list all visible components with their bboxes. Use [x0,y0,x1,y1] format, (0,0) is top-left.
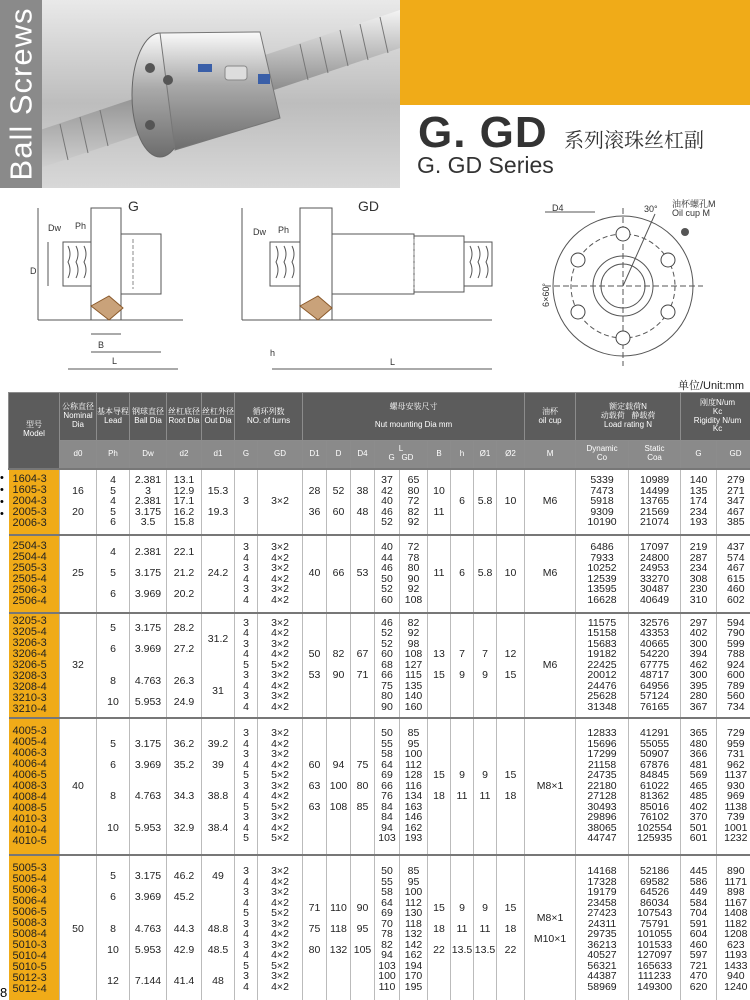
sub-D1: D1 [303,441,327,469]
cell-g: 3 4 3 4 5 3 4 5 3 4 5 [235,718,258,855]
cell-dw: 3.175 3.969 4.763 5.953 [130,718,167,855]
flange-diagram [535,194,715,374]
oil-cup-label-en: Oil cup M [672,208,711,218]
g-diagram-label: G [128,198,139,214]
spec-table [8,392,750,1000]
accent-block [400,0,750,105]
cell-D4: 67 71 [351,613,375,718]
cell-d1: 24.2 [202,535,235,613]
series-title-chinese: 系列滚珠丝杠副 [564,130,704,152]
sub-dw: Dw [130,441,167,469]
sub-d2: d2 [167,441,202,469]
sub-rig-g: G [681,441,717,469]
cell-h: 9 11 [451,718,474,855]
cell-co: 6486 7933 10252 12539 13595 16628 [576,535,629,613]
cell-d1: 39.2 39 38.8 38.4 [202,718,235,855]
cell-lgd: 82 92 98 108 127 115 135 140 160 [400,613,428,718]
sub-o1: Ø1 [474,441,497,469]
cell-o2: 10 [497,469,525,535]
unit-label: 单位/Unit:mm [678,380,744,392]
cell-B: 10 11 [428,469,451,535]
cell-rgd: 594 790 599 788 924 600 789 560 734 [717,613,750,718]
cell-h: 6 [451,535,474,613]
cell-rg: 445 586 449 584 704 591 604 460 597 721 470 620 [681,855,717,1000]
cell-g: 3 4 3 4 3 4 [235,535,258,613]
cell-o1: 7 9 [474,613,497,718]
holes-label: 6×60° [540,283,551,307]
banner [0,0,750,188]
d4-label: D4 [552,203,564,213]
sub-d1: d1 [202,441,235,469]
model-group-row [9,718,750,855]
cell-d2: 28.2 27.2 26.3 24.9 [167,613,202,718]
cell-lgd: 85 95 100 112 128 116 134 163 146 162 193 [400,718,428,855]
angle-label: 30° [644,204,658,214]
sub-h: h [451,441,474,469]
cell-D: 94 100 108 [327,718,351,855]
cell-h: 7 9 [451,613,474,718]
cell-D1: 28 36 [303,469,327,535]
cell-gd: 3×2 4×2 3×2 4×2 5×2 3×2 4×2 5×2 3×2 4×2 5×2 [258,718,303,855]
cell-rg: 140 135 174 234 193 [681,469,717,535]
cell-g: 3 [235,469,258,535]
col-out: 丝杠外径 Out Dia [202,393,235,441]
cell-co: 14168 17328 19179 23458 27423 24311 29735 36213 40527 56321 44387 58969 [576,855,629,1000]
ball-screw-illustration [0,0,400,188]
cell-d1: 31.2 31 [202,613,235,718]
cell-D: 66 [327,535,351,613]
cell-o1: 9 11 13.5 [474,855,497,1000]
cell-o2: 10 [497,535,525,613]
sub-g: G [235,441,258,469]
cell-ph: 5 6 8 10 [97,613,130,718]
h-label: h [270,348,276,358]
cell-dw: 3.175 3.969 4.763 5.953 [130,613,167,718]
cell-B: 13 15 [428,613,451,718]
cell-lgd: 65 80 72 82 92 [400,469,428,535]
cell-g: 3 4 3 4 5 3 4 3 4 5 3 4 [235,855,258,1000]
cell-B: 15 18 [428,718,451,855]
cell-d1: 49 48.8 48.5 48 [202,855,235,1000]
cell-D4: 90 95 105 [351,855,375,1000]
sub-M: M [525,441,576,469]
cell-h: 6 [451,469,474,535]
col-nominal: 公称直径 Nominal Dia [60,393,97,441]
ph-label: Ph [75,221,87,231]
cell-h: 9 11 13.5 [451,855,474,1000]
sub-D4: D4 [351,441,375,469]
series-title: G. GD [418,108,548,157]
cell-d0: 16 20 [60,469,97,535]
col-root: 丝杠底径 Root Dia [167,393,202,441]
cell-dw: 2.381 3 2.381 3.175 3.5 [130,469,167,535]
l-label-gd: L [390,357,396,367]
cell-coa: 17097 24800 24953 33270 30487 40649 [629,535,681,613]
cell-o2: 15 18 [497,718,525,855]
cell-B: 15 18 22 [428,855,451,1000]
sub-gd: GD [258,441,303,469]
cell-coa: 32576 43353 40665 54220 67775 48717 64956 57124 76165 [629,613,681,718]
cell-lg: 46 52 52 60 68 66 75 80 90 [375,613,400,718]
cell-d0: 50 [60,855,97,1000]
cell-coa: 10989 14499 13765 21569 21074 [629,469,681,535]
cell-d1: 15.3 19.3 [202,469,235,535]
cell-ph: 5 6 8 10 12 [97,855,130,1000]
cell-o2: 12 15 [497,613,525,718]
cell-rgd: 279 271 347 467 385 [717,469,750,535]
cell-D1: 60 63 63 [303,718,327,855]
cell-m: M8×1 [525,718,576,855]
cell-ph: 4 5 6 [97,535,130,613]
b-label: B [98,340,105,350]
model-group-row [9,469,750,535]
cell-m: M6 [525,469,576,535]
cell-B: 11 [428,535,451,613]
bullet-markers: • • • • [0,472,4,520]
cell-co: 11575 15158 15683 19182 22425 20012 24476 25628 31348 [576,613,629,718]
cell-D1: 50 53 [303,613,327,718]
cell-models: 2504-3 2504-4 2505-3 2505-4 2506-3 2506-4 [9,535,60,613]
cell-m: M8×1 M10×1 [525,855,576,1000]
cell-d2: 22.1 21.2 20.2 [167,535,202,613]
cell-rgd: 729 959 731 962 1137 930 969 1138 739 1001 1232 [717,718,750,855]
cell-D4: 53 [351,535,375,613]
sub-B: B [428,441,451,469]
cell-models: 1604-3 1605-3 2004-3 2005-3 2006-3 [9,469,60,535]
cell-d0: 40 [60,718,97,855]
sub-ph: Ph [97,441,130,469]
cell-D: 110 118 132 [327,855,351,1000]
section-label: Ball Screws [3,7,38,181]
gd-diagram-label: GD [358,198,379,214]
cell-models: 3205-3 3205-4 3206-3 3206-4 3206-5 3208-3 3208-4 3210-3 3210-4 [9,613,60,718]
cell-m: M6 [525,613,576,718]
d-label: D [30,266,37,276]
cell-D: 82 90 [327,613,351,718]
cell-gd: 3×2 4×2 3×2 4×2 5×2 3×2 4×2 3×2 4×2 [258,613,303,718]
cell-rg: 297 402 300 394 462 300 395 280 367 [681,613,717,718]
ball-screw-photo [0,0,400,188]
cell-d2: 46.2 45.2 44.3 42.9 41.4 [167,855,202,1000]
cell-lg: 37 42 40 46 52 [375,469,400,535]
col-load: 额定载荷N 动载荷 静载荷 Load rating N [576,393,681,441]
cell-lg: 50 55 58 64 69 70 78 82 94 103 100 110 [375,855,400,1000]
cell-d2: 13.1 12.9 17.1 16.2 15.8 [167,469,202,535]
cell-gd: 3×2 [258,469,303,535]
gd-dw-label: Dw [253,227,266,237]
cell-d2: 36.2 35.2 34.3 32.9 [167,718,202,855]
cell-D1: 71 75 80 [303,855,327,1000]
cell-D4: 38 48 [351,469,375,535]
cell-gd: 3×2 4×2 3×2 4×2 3×2 4×2 [258,535,303,613]
model-group-row [9,855,750,1000]
page-number: 8 [0,985,8,1000]
oil-cup-label-cn: 油杯螺孔M [672,199,716,209]
cell-dw: 2.381 3.175 3.969 [130,535,167,613]
l-label-g: L [112,356,118,366]
cell-coa: 41291 55055 50907 67876 84845 61022 81362 85016 76102 102554 125935 [629,718,681,855]
cell-rgd: 890 1171 898 1167 1408 1182 1208 623 1193 1433 940 1240 [717,855,750,1000]
cell-models: 4005-3 4005-4 4006-3 4006-4 4006-5 4008-3 4008-4 4008-5 4010-3 4010-4 4010-5 [9,718,60,855]
section-side-tab [0,0,42,188]
col-lead: 基本导程 Lead [97,393,130,441]
cell-d0: 32 [60,613,97,718]
sub-D: D [327,441,351,469]
cell-D1: 40 [303,535,327,613]
cell-o1: 5.8 [474,469,497,535]
cell-g: 3 4 3 4 5 3 4 3 4 [235,613,258,718]
sub-o2: Ø2 [497,441,525,469]
col-oil: 油杯 oil cup [525,393,576,441]
col-model: 型号 Model [9,393,60,469]
sub-d0: d0 [60,441,97,469]
cell-coa: 52186 69582 64526 86034 107543 75791 101055 101533 127097 165633 111233 149300 [629,855,681,1000]
cell-d0: 25 [60,535,97,613]
cell-D: 52 60 [327,469,351,535]
cell-m: M6 [525,535,576,613]
cell-lg: 40 44 46 50 52 60 [375,535,400,613]
cell-ph: 4 5 4 5 6 [97,469,130,535]
col-turns: 循环列数 NO. of turns [235,393,303,441]
cell-rgd: 437 574 467 615 460 602 [717,535,750,613]
cell-lgd: 85 95 100 112 130 118 132 142 162 194 170 195 [400,855,428,1000]
gd-ph-label: Ph [278,225,290,235]
cell-rg: 219 287 234 308 230 310 [681,535,717,613]
cell-o2: 15 18 22 [497,855,525,1000]
cell-lgd: 72 78 80 90 92 108 [400,535,428,613]
col-rigidity: 刚度N/um Kc Rigidity N/um Kc [681,393,750,441]
cell-D4: 75 80 85 [351,718,375,855]
cell-o1: 9 11 [474,718,497,855]
cell-ph: 5 6 8 10 [97,718,130,855]
col-ball: 钢球直径 Ball Dia [130,393,167,441]
col-nut: 螺母安装尺寸 Nut mounting Dia mm [303,393,525,441]
cell-co: 5339 7473 5918 9309 10190 [576,469,629,535]
cell-models: 5005-3 5005-4 5006-3 5006-4 5006-5 5008-3 5008-4 5010-3 5010-4 5010-5 5012-3 5012-4 [9,855,60,1000]
sub-rig-gd: GD [717,441,750,469]
cell-lg: 50 55 58 64 69 66 76 84 84 94 103 [375,718,400,855]
model-group-row [9,535,750,613]
cell-rg: 365 480 366 481 569 465 485 402 370 501 601 [681,718,717,855]
series-subtitle: G. GD Series [417,152,554,178]
sub-dynamic: Dynamic Co [576,441,629,469]
model-group-row [9,613,750,718]
cell-dw: 3.175 3.969 4.763 5.953 7.144 [130,855,167,1000]
g-nut-diagram [28,194,203,379]
cell-o1: 5.8 [474,535,497,613]
sub-static: Static Coa [629,441,681,469]
dw-label: Dw [48,223,61,233]
sub-L: L G GD [375,441,428,469]
cell-co: 12833 15696 17299 21158 24735 22180 27128 30493 29896 38065 44747 [576,718,629,855]
cell-gd: 3×2 4×2 3×2 4×2 5×2 3×2 4×2 3×2 4×2 5×2 3×2 4×2 [258,855,303,1000]
